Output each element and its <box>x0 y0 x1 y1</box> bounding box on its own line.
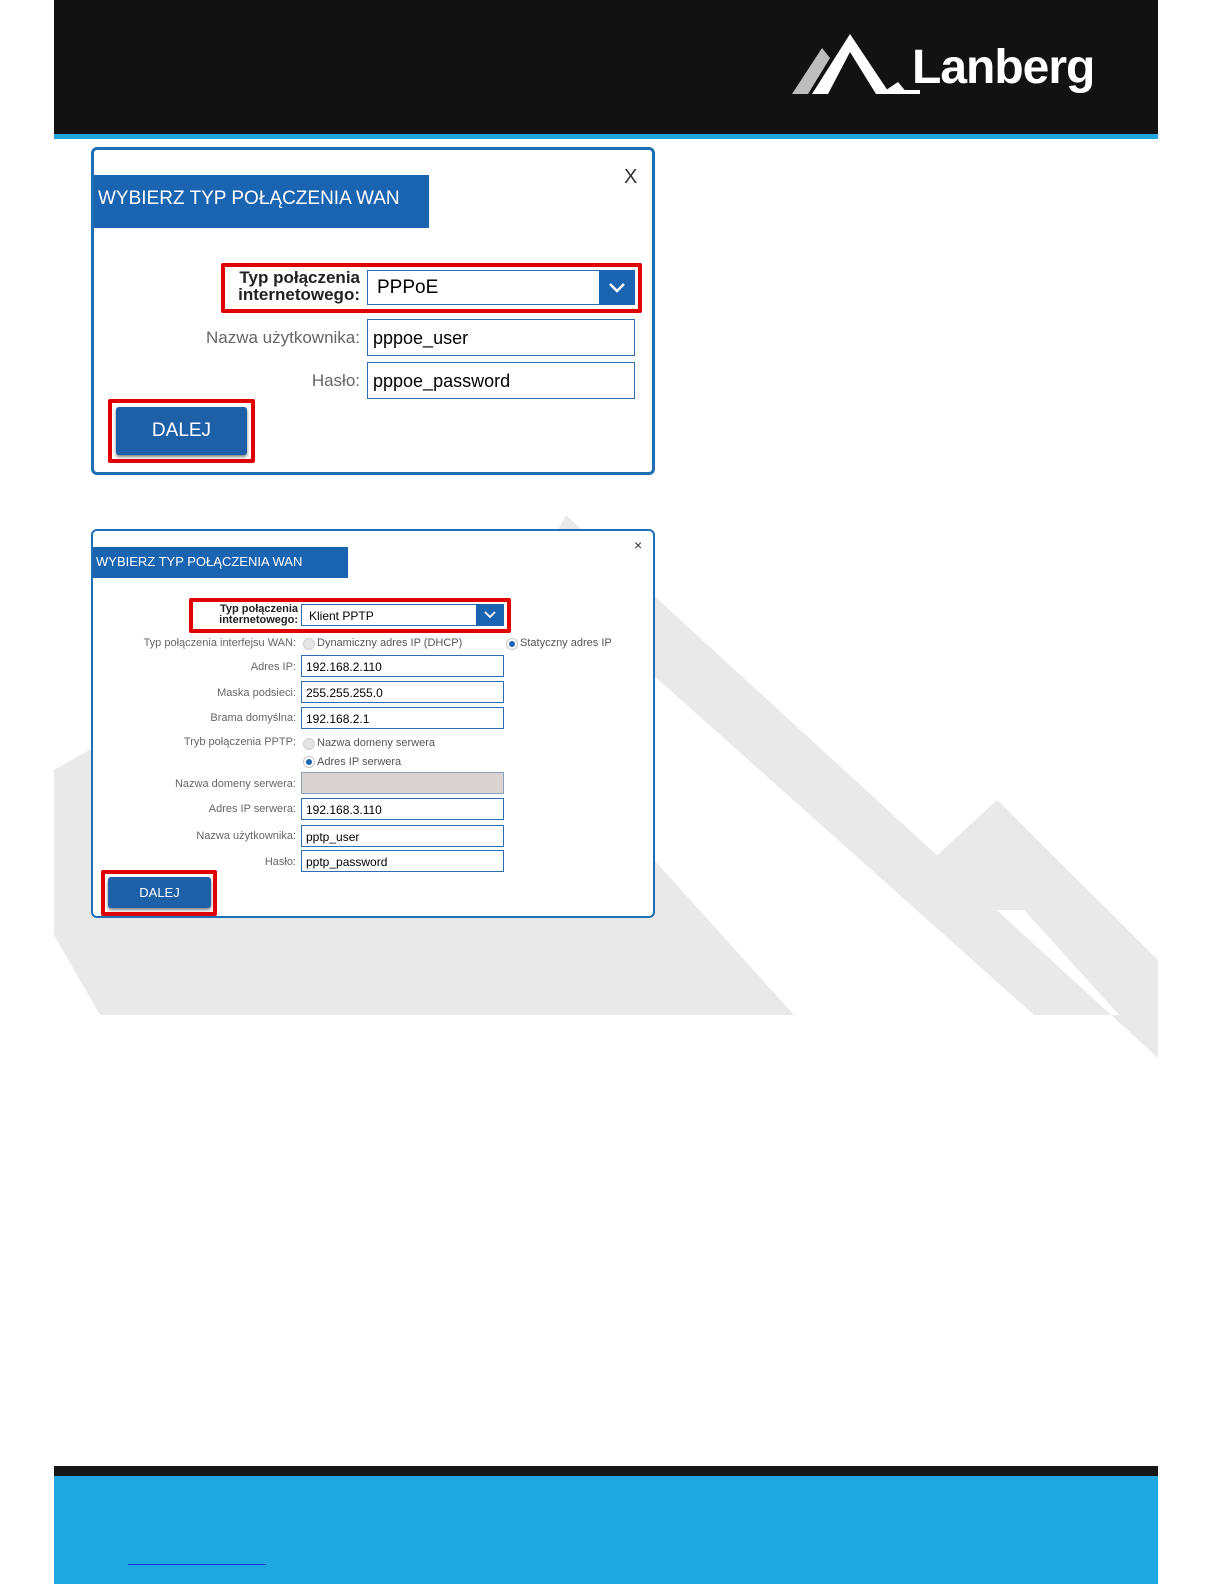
chevron-down-icon[interactable] <box>476 604 504 626</box>
server-domain-input <box>301 772 504 794</box>
footer-divider <box>54 1466 1158 1476</box>
password-label: Hasło: <box>264 856 296 868</box>
radio-dhcp-label: Dynamiczny adres IP (DHCP) <box>317 637 463 649</box>
ip-label: Adres IP: <box>250 661 296 673</box>
lanberg-logo <box>790 30 1110 106</box>
header-accent-line <box>54 134 1158 139</box>
connection-type-value: Klient PPTP <box>309 609 374 623</box>
radio-static[interactable] <box>506 638 518 650</box>
radio-dhcp[interactable] <box>303 638 315 650</box>
radio-server-ip[interactable] <box>303 756 315 768</box>
dialog-title: WYBIERZ TYP POŁĄCZENIA WAN <box>94 175 429 228</box>
next-button[interactable]: DALEJ <box>108 877 211 908</box>
radio-server-domain-label: Nazwa domeny serwera <box>317 737 435 749</box>
username-input[interactable]: pptp_user <box>301 825 504 847</box>
page-footer <box>54 1476 1158 1584</box>
next-button[interactable]: DALEJ <box>116 407 247 455</box>
wan-dialog-pptp <box>91 529 655 918</box>
password-label: Hasło: <box>311 371 360 390</box>
wan-interface-label: Typ połączenia interfejsu WAN: <box>143 637 296 649</box>
gateway-label: Brama domyślna: <box>210 712 296 724</box>
pptp-mode-label: Tryb połączenia PPTP: <box>183 736 296 748</box>
footer-link[interactable] <box>128 1548 266 1565</box>
server-domain-label: Nazwa domeny serwera: <box>174 778 296 790</box>
wan-dialog-pppoe <box>91 147 655 475</box>
mountain-logo-icon <box>790 30 920 106</box>
ip-input[interactable]: 192.168.2.110 <box>301 655 504 677</box>
chevron-down-icon[interactable] <box>599 270 635 305</box>
gateway-input[interactable]: 192.168.2.1 <box>301 707 504 729</box>
logo-text: Lanberg <box>912 41 1095 94</box>
close-icon[interactable]: × <box>634 537 643 553</box>
username-input[interactable]: pppoe_user <box>367 319 635 356</box>
server-ip-label: Adres IP serwera: <box>208 803 296 815</box>
dialog-title: WYBIERZ TYP POŁĄCZENIA WAN <box>93 547 348 578</box>
password-input[interactable]: pptp_password <box>301 850 504 872</box>
connection-type-select[interactable] <box>301 604 504 626</box>
close-icon[interactable]: X <box>624 166 638 188</box>
password-input[interactable]: pppoe_password <box>367 362 635 399</box>
connection-type-label: Typ połączenia internetowego: <box>219 603 298 626</box>
connection-type-value: PPPoE <box>377 277 439 298</box>
connection-type-label: Typ połączenia internetowego: <box>238 268 360 304</box>
page <box>54 0 1158 1584</box>
mask-label: Maska podsieci: <box>217 687 296 699</box>
username-label: Nazwa użytkownika: <box>196 830 296 842</box>
radio-server-domain[interactable] <box>303 738 315 750</box>
page-header <box>54 0 1158 134</box>
username-label: Nazwa użytkownika: <box>205 328 360 347</box>
connection-type-select[interactable] <box>367 270 635 305</box>
mask-input[interactable]: 255.255.255.0 <box>301 681 504 703</box>
radio-static-label: Statyczny adres IP <box>520 637 612 649</box>
radio-server-ip-label: Adres IP serwera <box>317 756 402 768</box>
server-ip-input[interactable]: 192.168.3.110 <box>301 798 504 820</box>
